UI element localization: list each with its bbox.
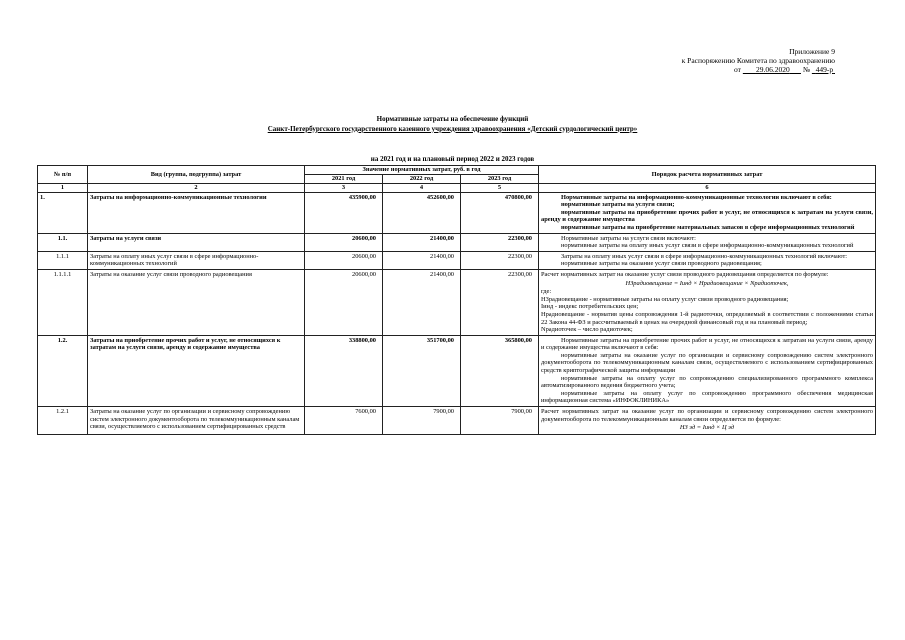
value-2022: 7900,00: [383, 407, 461, 435]
header-2022: 2022 год: [383, 175, 461, 184]
value-2021: 20600,00: [305, 251, 383, 269]
row-name: Затраты на информационно-коммуникационные технологии: [88, 192, 305, 233]
row-method: Нормативные затраты на приобретение прочих работ и услуг, не относящихся к затратам на услуги связи, аренду и содержание имущества включают в себя: нормативные затраты на оказание услуг по организации и сервисному сопровождению систем электронного документооборота по телекоммуникационным каналам связи, осуществляемого с использованием сертифицированных средств криптографической защиты информации нормативные затраты на оплату услуг по сопровождению специализированного программного комплекса автоматизированного ведения бюджетного учета; нормативные затраты на оплату услуг по сопровождению программного обеспечения медицинская информационная система «ИНФОКЛИНИКА»: [539, 335, 876, 406]
appendix-decree: к Распоряжению Комитета по здравоохранению: [681, 56, 835, 65]
header-2023: 2023 год: [461, 175, 539, 184]
row-name: Затраты на оказание услуг связи проводного радиовещания: [88, 269, 305, 335]
title-line-1: Нормативные затраты на обеспечение функций: [376, 115, 529, 123]
row-name: Затраты на оплату иных услуг связи в сфере информационно-коммуникационных технологий: [88, 251, 305, 269]
row-num: 1.2.: [38, 335, 88, 406]
value-2021: 7600,00: [305, 407, 383, 435]
value-2022: 351700,00: [383, 335, 461, 406]
appendix-number: 449-р: [815, 65, 834, 74]
row-num: 1.1.: [38, 233, 88, 251]
value-2023: 22300,00: [461, 233, 539, 251]
value-2022: 452600,00: [383, 192, 461, 233]
table-row: [38, 251, 876, 269]
table-row: [38, 335, 876, 406]
row-name: Затраты на оказание услуг по организации и сервисному сопровождению систем электронного документооборота по телекоммуникационным каналам связи, осуществляемого с использованием сертифицированных средств: [88, 407, 305, 435]
column-numbers-row: 1 2 3 4 5 6: [38, 184, 876, 193]
value-2021: 338800,00: [305, 335, 383, 406]
value-2021: 20600,00: [305, 269, 383, 335]
row-method: Расчет нормативных затрат на оказание услуг по организации и сервисному сопровождению систем электронного документооборота по телекоммуникационным каналам связи определяется по формуле: НЗ эд = Iинд × Ц эд: [539, 407, 876, 435]
value-2022: 21400,00: [383, 269, 461, 335]
value-2023: 7900,00: [461, 407, 539, 435]
row-method: Затраты на оплату иных услуг связи в сфере информационно-коммуникационных технологий включают: нормативные затраты на оказание услуг связи проводного радиовещания;: [539, 251, 876, 269]
document-title: [0, 115, 905, 134]
formula: НЗрадиовещание = Iинд × Нрадиовещание × Nрадиоточек,: [625, 279, 789, 287]
value-2023: 22300,00: [461, 251, 539, 269]
value-2023: 470800,00: [461, 192, 539, 233]
table-row: [38, 192, 876, 233]
appendix-block: [600, 47, 835, 74]
row-num: 1.1.1: [38, 251, 88, 269]
title-period: на 2021 год и на плановый период 2022 и 2023 годов: [370, 155, 535, 163]
header-method: Порядок расчета нормативных затрат: [539, 166, 876, 184]
row-num: 1.1.1.1: [38, 269, 88, 335]
appendix-label: Приложение 9: [789, 47, 835, 56]
value-2022: 21400,00: [383, 251, 461, 269]
table-row: [38, 407, 876, 435]
appendix-date-line: от 29.06.2020 № 449-р: [734, 65, 834, 74]
normative-costs-table: [37, 165, 876, 435]
row-method: Расчет нормативных затрат на оказание услуг связи проводного радиовещания определяется по формуле: НЗрадиовещание = Iинд × Нрадиовещание × Nрадиоточек, где: НЗрадиовещание - нормативные затраты на оплату услуг связи проводного радиовещания; Iинд - индекс потребительских цен; Нрадиовещание - норматив цены сопровождения 1-й радиоточки, определяемый в соответствии с положениями статьи 22 Закона 44-ФЗ и рассчитываемый в ценах на очередной финансовый год и на плановый период; Nрадиоточек – число радиоточек;: [539, 269, 876, 335]
table-header-row: [38, 166, 876, 175]
header-values: Значение нормативных затрат, руб. в год: [305, 166, 539, 175]
value-2021: 435900,00: [305, 192, 383, 233]
formula: НЗ эд = Iинд × Ц эд: [679, 424, 735, 432]
table-row: [38, 233, 876, 251]
table-row: [38, 269, 876, 335]
row-num: 1.: [38, 192, 88, 233]
row-method: Нормативные затраты на услуги связи включают: нормативные затраты на оплату иных услуг связи в сфере информационно-коммуникационных технологий: [539, 233, 876, 251]
header-name: Вид (группа, подгруппа) затрат: [88, 166, 305, 184]
title-organization: Санкт-Петербургского государственного казенного учреждения здравоохранения «Детский сурдологический центр»: [267, 124, 638, 133]
row-method: Нормативные затраты на информационно-коммуникационные технологии включают в себя: нормативные затраты на услуги связи; нормативные затраты на приобретение прочих работ и услуг, не относящихся к затратам на услуги связи, аренду и содержание имущества нормативные затраты на приобретение материальных запасов в сфере информационных технологий: [539, 192, 876, 233]
value-2021: 20600,00: [305, 233, 383, 251]
header-2021: 2021 год: [305, 175, 383, 184]
header-num: № п/п: [38, 166, 88, 184]
appendix-date: 29.06.2020: [755, 65, 790, 74]
row-num: 1.2.1: [38, 407, 88, 435]
row-name: Затраты на приобретение прочих работ и услуг, не относящихся к затратам на услуги связи, аренду и содержание имущества: [88, 335, 305, 406]
value-2023: 22300,00: [461, 269, 539, 335]
value-2023: 365800,00: [461, 335, 539, 406]
value-2022: 21400,00: [383, 233, 461, 251]
row-name: Затраты на услуги связи: [88, 233, 305, 251]
